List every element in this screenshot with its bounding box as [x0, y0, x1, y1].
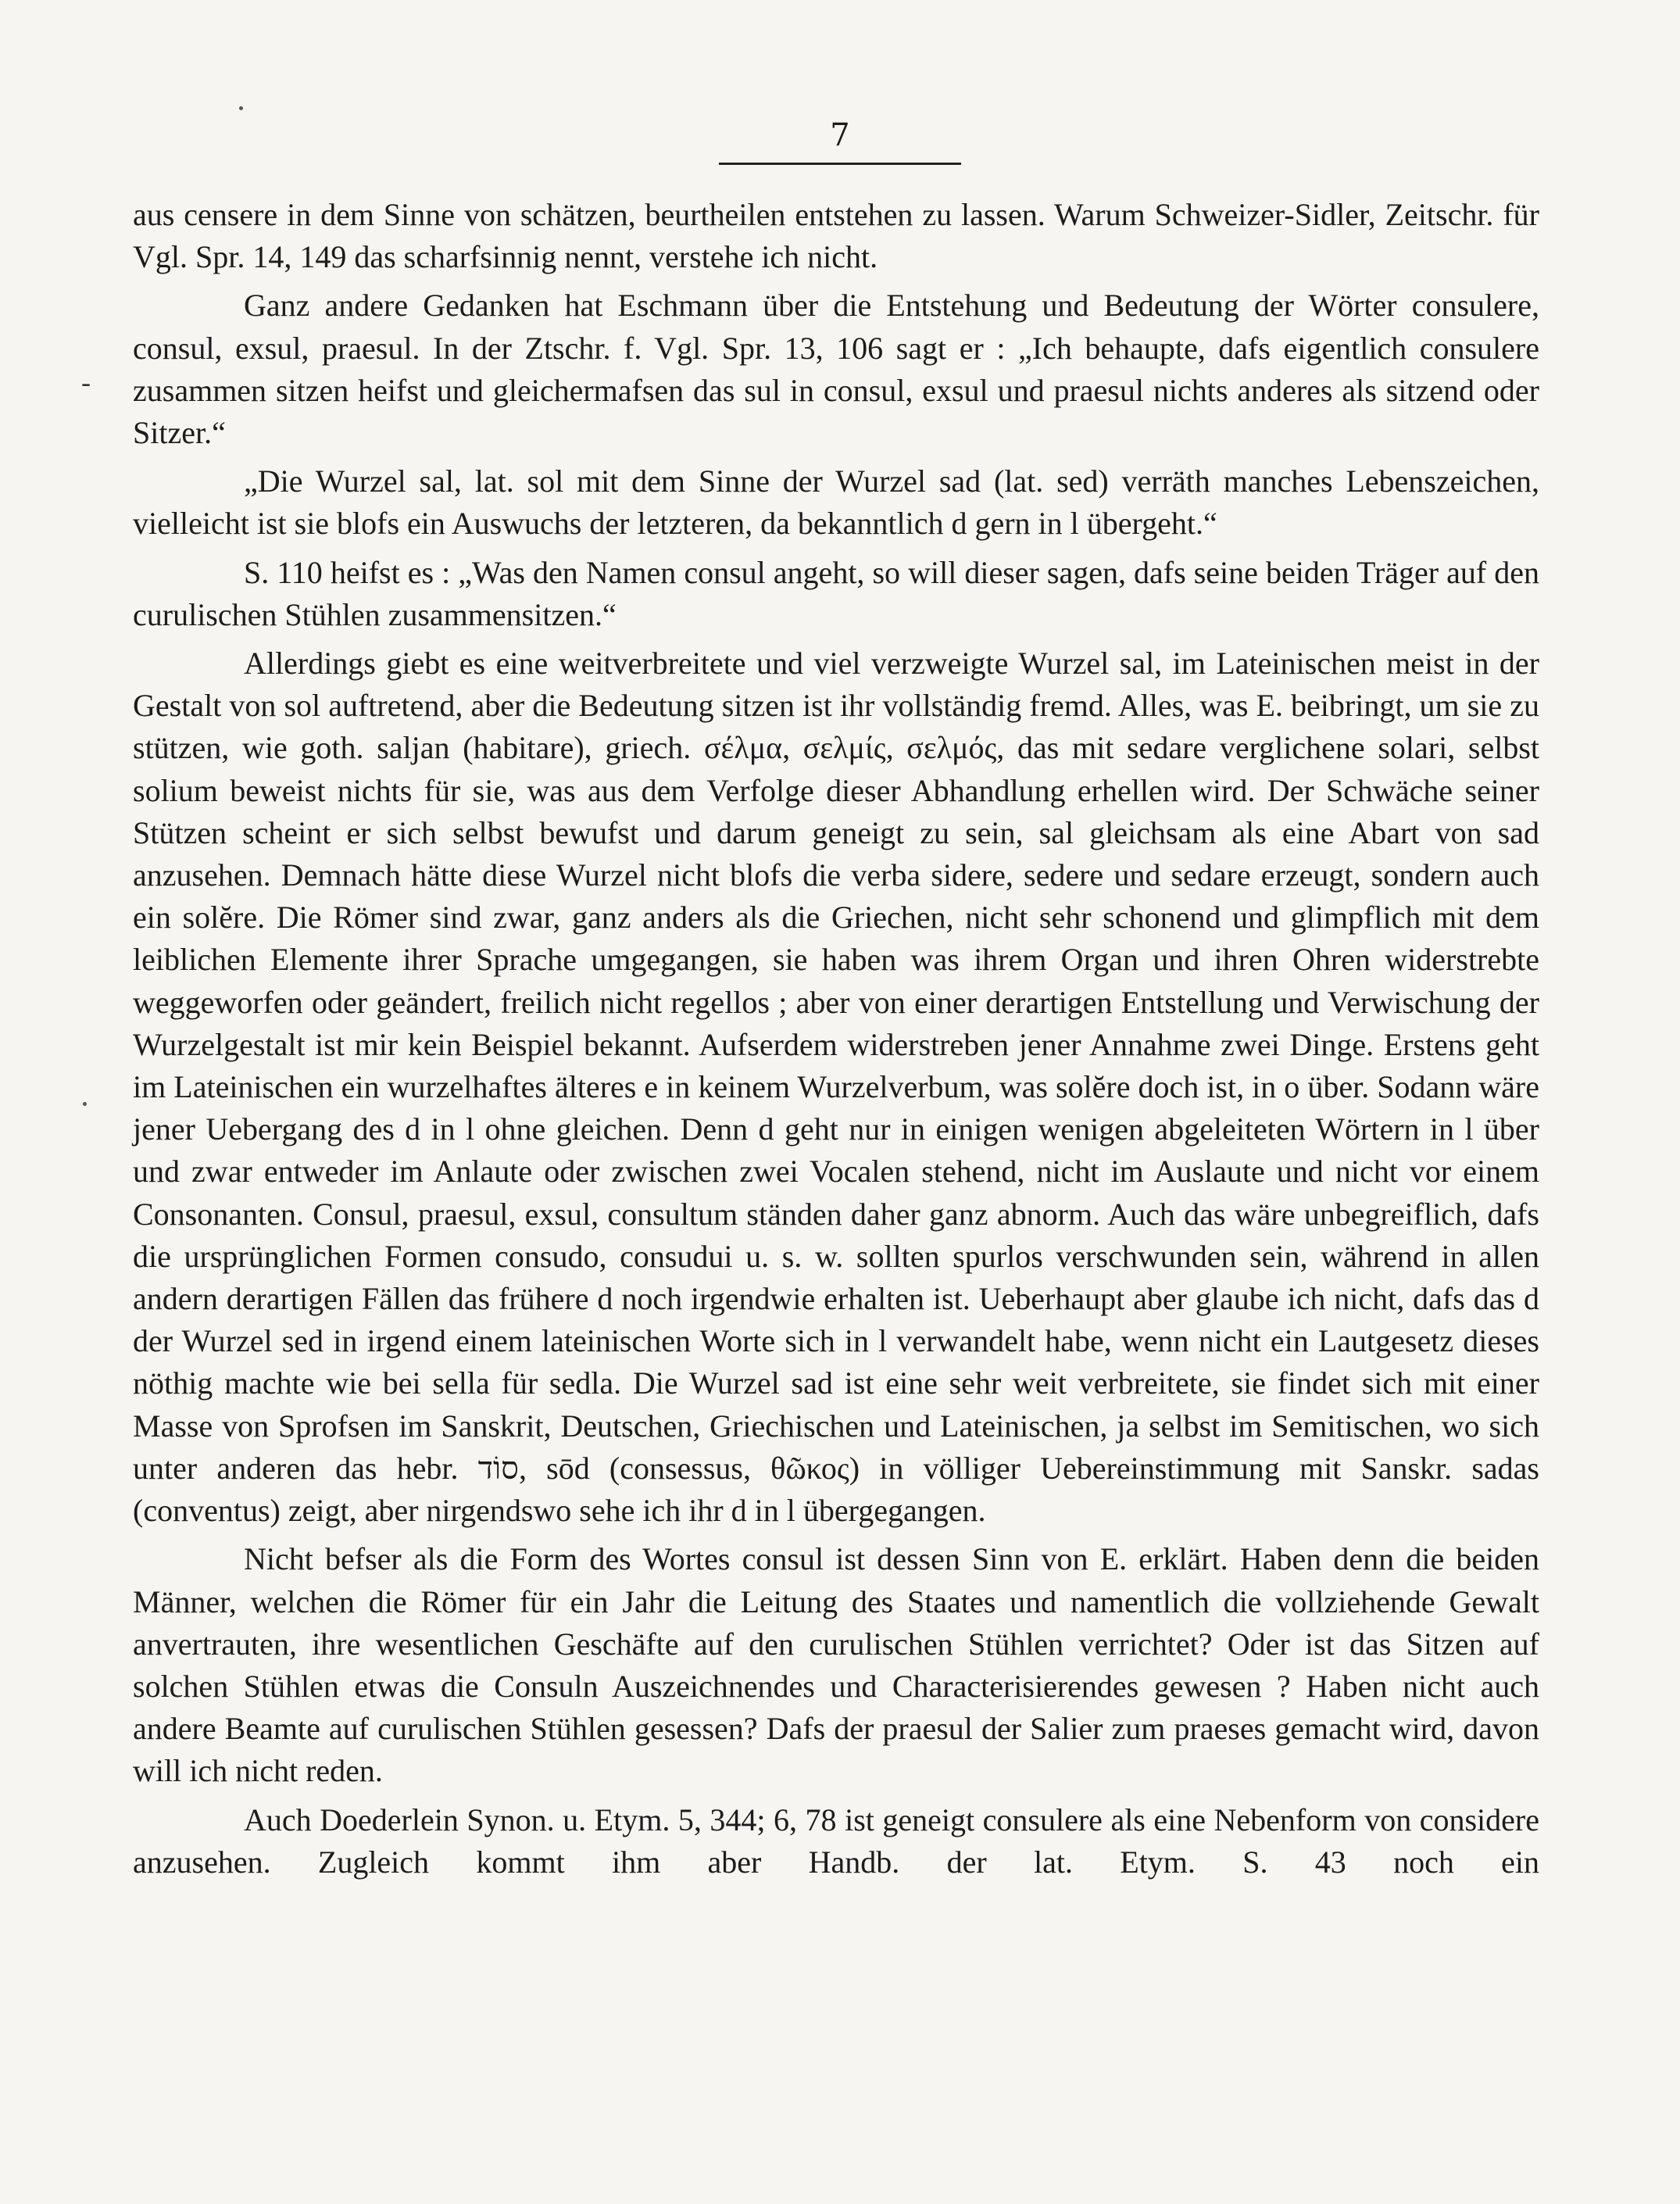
paragraph-6: Nicht befser als die Form des Wortes consul ist dessen Sinn von E. erklärt. Haben denn die beiden Männer, welchen die Römer für ein Jahr die Leitung des Staates und namentlich die vollziehende Gewalt anvertrauten, ihre wesentlichen Geschäfte auf den curulischen Stühlen verrichtet? Oder ist das Sitzen auf solchen Stühlen etwas die Consuln Auszeichnendes und Characterisierendes gewesen ? Haben nicht auch andere Beamte auf curulischen Stühlen gesessen? Dafs der praesul der Salier zum praeses gemacht wird, davon will ich nicht reden.: [133, 1541, 1539, 1789]
margin-dot-middle: [83, 1102, 87, 1106]
paragraph-1: aus censere in dem Sinne von schätzen, beurtheilen entstehen zu lassen. Warum Schweizer-Sidler, Zeitschr. für Vgl. Spr. 14, 149 das scharfsinnig nennt, verstehe ich nicht.: [133, 197, 1539, 275]
margin-dot-top: [239, 106, 243, 110]
paragraph-7: Auch Doederlein Synon. u. Etym. 5, 344; 6, 78 ist geneigt consulere als eine Nebenform von considere anzusehen. Zugleich kommt ihm aber Handb. der lat. Etym. S. 43 noch ein: [133, 1801, 1539, 1880]
header-rule: [719, 163, 961, 165]
body-text: [133, 194, 1539, 1890]
margin-mark: -: [81, 367, 91, 398]
paragraph-2: Ganz andere Gedanken hat Eschmann über die Entstehung und Bedeutung der Wörter consulere, consul, exsul, praesul. In der Ztschr. f. Vgl. Spr. 13, 106 sagt er : „Ich behaupte, dafs eigentlich consulere zusammen sitzen heifst und gleichermafsen das sul in consul, exsul und praesul nichts anderes als sitzend oder Sitzer.“: [133, 288, 1539, 451]
paragraph-4: S. 110 heifst es : „Was den Namen consul angeht, so will dieser sagen, dafs seine beiden Träger auf den curulischen Stühlen zusammensitzen.“: [133, 554, 1539, 632]
paragraph-3: „Die Wurzel sal, lat. sol mit dem Sinne der Wurzel sad (lat. sed) verräth manches Lebenszeichen, vielleicht ist sie blofs ein Auswuchs der letzteren, da bekanntlich d gern in l übergeht.“: [133, 463, 1539, 542]
page-number: 7: [830, 117, 850, 153]
paragraph-5: Allerdings giebt es eine weitverbreitete und viel verzweigte Wurzel sal, im Lateinischen meist in der Gestalt von sol auftretend, aber die Bedeutung sitzen ist ihr vollständig fremd. Alles, was E. beibringt, um sie zu stützen, wie goth. saljan (habitare), griech. σέλμα, σελμίς, σελμός, das mit sedare verglichene solari, selbst solium beweist nichts für sie, was aus dem Verfolge dieser Abhandlung erhellen wird. Der Schwäche seiner Stützen scheint er sich selbst bewufst und darum geneigt zu sein, sal gleichsam als eine Abart von sad anzusehen. Demnach hätte diese Wurzel nicht blofs die verba sidere, sedere und sedare erzeugt, sondern auch ein solĕre. Die Römer sind zwar, ganz anders als die Griechen, nicht sehr schonend und glimpflich mit dem leiblichen Elemente ihrer Sprache umgegangen, sie haben was ihrem Organ und ihren Ohren widerstrebte weggeworfen oder geändert, freilich nicht regellos ; aber von einer derartigen Entstellung und Verwischung der Wurzelgestalt ist mir kein Beispiel bekannt. Aufserdem widerstreben jener Annahme zwei Dinge. Erstens geht im Lateinischen ein wurzelhaftes älteres e in keinem Wurzelverbum, was solĕre doch ist, in o über. Sodann wäre jener Uebergang des d in l ohne gleichen. Denn d geht nur in einigen wenigen abgeleiteten Wörtern in l über und zwar entweder im Anlaute oder zwischen zwei Vocalen stehend, nicht im Auslaute und nicht vor einem Consonanten. Consul, praesul, exsul, consultum ständen daher ganz abnorm. Auch das wäre unbegreiflich, dafs die ursprünglichen Formen consudo, consudui u. s. w. sollten spurlos verschwunden sein, während in allen andern derartigen Fällen das frühere d noch irgendwie erhalten ist. Ueberhaupt aber glaube ich nicht, dafs das d der Wurzel sed in irgend einem lateinischen Worte sich in l verwandelt habe, wenn nicht ein Lautgesetz dieses nöthig machte wie bei sella für sedla. Die Wurzel sad ist eine sehr weit verbreitete, sie findet sich mit einer Masse von Sprofsen im Sanskrit, Deutschen, Griechischen und Lateinischen, ja selbst im Semitischen, wo sich unter anderen das hebr. סוֹד, sōd (consessus, θῶκος) in völliger Uebereinstimmung mit Sanskr. sadas (conventus) zeigt, aber nirgendswo sehe ich ihr d in l übergegangen.: [133, 646, 1539, 1529]
